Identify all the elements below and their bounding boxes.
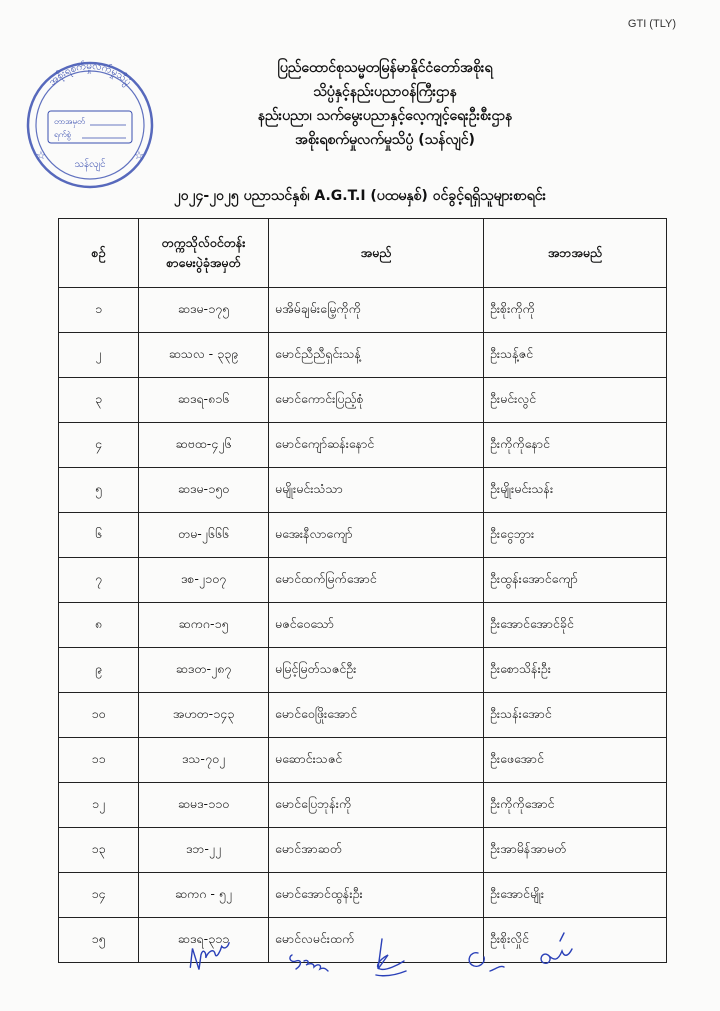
star-icon: ☆ — [134, 149, 144, 162]
student-name: မောင်ထက်မြက်အောင် — [269, 558, 484, 603]
student-name: မအေးနီလာကျော် — [269, 513, 484, 558]
column-header-father-name: အဘအမည် — [484, 219, 667, 288]
seal-inner-line-1: တာအမှတ် — [54, 117, 85, 126]
row-number: ၁၂ — [59, 783, 139, 828]
student-name: မောင်အောင်ထွန်းဦး — [269, 873, 484, 918]
row-number: ၅ — [59, 468, 139, 513]
document-code: GTI (TLY) — [627, 18, 676, 30]
student-name: မောင်ကောင်းပြည့်စုံ — [269, 378, 484, 423]
father-name: ဦးအာမိန်အာမတ် — [484, 828, 667, 873]
signature-5 — [541, 933, 572, 963]
father-name: ဦးမျိုးမင်းသန်း — [484, 468, 667, 513]
father-name: ဦးဖေအောင် — [484, 738, 667, 783]
father-name: ဦးအောင်အောင်ခိုင် — [484, 603, 667, 648]
admission-table — [58, 218, 667, 963]
table-row — [59, 378, 667, 423]
father-name: ဦးငွေဘွား — [484, 513, 667, 558]
seal-inner-line-2: ရက်စွဲ — [54, 130, 71, 139]
row-number: ၈ — [59, 603, 139, 648]
exam-number: ဒသ-၇၀၂ — [139, 738, 269, 783]
father-name: ဦးကိုကိုနောင် — [484, 423, 667, 468]
exam-number: ဆကဂ-၁၅ — [139, 603, 269, 648]
exam-number: ဆဒတ-၂၈၇ — [139, 648, 269, 693]
table-row — [59, 468, 667, 513]
row-number: ၁ — [59, 288, 139, 333]
row-number: ၉ — [59, 648, 139, 693]
father-name: ဦးသန်းအောင် — [484, 693, 667, 738]
signature-1 — [187, 941, 234, 971]
father-name: ဦးသန့်ဇင် — [484, 333, 667, 378]
exam-number: ဒစ-၂၁၀၇ — [139, 558, 269, 603]
header-line-ministry: သိပ္ပံနှင့်နည်းပညာဝန်ကြီးဌာန — [313, 84, 457, 100]
header-line-department: နည်းပညာ၊ သက်မွေးပညာနှင့်လေ့ကျင့်ရေးဦးစီးဌာန — [257, 108, 513, 124]
father-name: ဦးကိုကိုအောင် — [484, 783, 667, 828]
exam-number: ဆသလ - ၃၃၉ — [139, 333, 269, 378]
student-name: မမြင့်မြတ်သဇင်ဦး — [269, 648, 484, 693]
table-row — [59, 738, 667, 783]
table-row — [59, 288, 667, 333]
signatures — [160, 925, 600, 995]
exam-number: ဆဗထ-၄၂၆ — [139, 423, 269, 468]
seal-arc-text: အစိုးရစက်မှုလက်မှုသိပ္ပံ — [46, 60, 134, 88]
student-name: မောင်ကျော်ဆန်းနောင် — [269, 423, 484, 468]
signature-2 — [290, 955, 328, 971]
table-row — [59, 693, 667, 738]
list-title: ၂၀၂၄-၂၀၂၅ ပညာသင်နှစ်၊ A.G.T.I (ပထမနှစ်) ဝင်ခွင့်ရရှိသူများစာရင်း — [173, 188, 547, 204]
table-row — [59, 558, 667, 603]
svg-text:အစိုးရစက်မှုလက်မှုသိပ္ပံ — [47, 59, 133, 89]
table-body — [59, 288, 667, 963]
student-name: မောင်ပြေဘုန်းကို — [269, 783, 484, 828]
table-row — [59, 333, 667, 378]
row-number: ၆ — [59, 513, 139, 558]
header-line-government: ပြည်ထောင်စုသမ္မတမြန်မာနိုင်ငံတော်အစိုးရ — [277, 60, 493, 76]
exam-number: ဆဒရ-၈၁၆ — [139, 378, 269, 423]
father-name: ဦးစောသိန်းဦး — [484, 648, 667, 693]
table-row — [59, 873, 667, 918]
student-name: မဆောင်းသဇင် — [269, 738, 484, 783]
student-name: မောင်အာဆတ် — [269, 828, 484, 873]
table-row — [59, 603, 667, 648]
father-name: ဦးမင်းလွင် — [484, 378, 667, 423]
father-name: ဦးစိုးလှိုင် — [484, 918, 667, 963]
student-name: မောင်လမင်းထက် — [269, 918, 484, 963]
row-number: ၁၅ — [59, 918, 139, 963]
exam-number: အဟတ-၁၄၃ — [139, 693, 269, 738]
table-row — [59, 648, 667, 693]
exam-number: ဆကဂ - ၅၂ — [139, 873, 269, 918]
student-name: မောင်ညီညီရှင်းသန့် — [269, 333, 484, 378]
exam-number: ဆမဒ-၁၁၀ — [139, 783, 269, 828]
star-icon: ☆ — [36, 149, 46, 162]
row-number: ၁၃ — [59, 828, 139, 873]
table-row — [59, 423, 667, 468]
exam-number: တမ-၂၆၆၆ — [139, 513, 269, 558]
table-row — [59, 783, 667, 828]
row-number: ၁၀ — [59, 693, 139, 738]
exam-number: ဆဒမ-၁၇၅ — [139, 288, 269, 333]
table-header-row — [59, 219, 667, 288]
exam-number: ဆဒမ-၁၅၀ — [139, 468, 269, 513]
row-number: ၁၁ — [59, 738, 139, 783]
column-header-no: စဉ် — [59, 219, 139, 288]
row-number: ၄ — [59, 423, 139, 468]
row-number: ၇ — [59, 558, 139, 603]
row-number: ၂ — [59, 333, 139, 378]
document-header — [150, 56, 620, 152]
header-line-institute: အစိုးရစက်မှုလက်မှုသိပ္ပံ (သန်လျင်) — [295, 132, 475, 148]
father-name: ဦးအောင်မျိုး — [484, 873, 667, 918]
signature-4 — [469, 953, 504, 971]
row-number: ၃ — [59, 378, 139, 423]
table-row — [59, 513, 667, 558]
exam-number: ဒဘ-၂၂ — [139, 828, 269, 873]
seal-bottom-text: သန်လျင် — [74, 159, 106, 170]
father-name: ဦးစိုးကိုကို — [484, 288, 667, 333]
student-name: မဇင်ဝေသော် — [269, 603, 484, 648]
exam-number: ဆဒရ-၃၁၁ — [139, 918, 269, 963]
table-row — [59, 828, 667, 873]
official-seal — [20, 55, 160, 195]
column-header-name: အမည် — [269, 219, 484, 288]
column-header-exam-number: တက္ကသိုလ်ဝင်တန်း စာမေးပွဲခုံအမှတ် — [139, 219, 269, 288]
student-name: မအိမ်ချမ်းမြေ့ကိုကို — [269, 288, 484, 333]
student-name: မောင်ဝေဖြိုးအောင် — [269, 693, 484, 738]
row-number: ၁၄ — [59, 873, 139, 918]
signature-3 — [376, 939, 406, 976]
father-name: ဦးထွန်းအောင်ကျော် — [484, 558, 667, 603]
student-name: မမျိုးမင်းသံသာ — [269, 468, 484, 513]
